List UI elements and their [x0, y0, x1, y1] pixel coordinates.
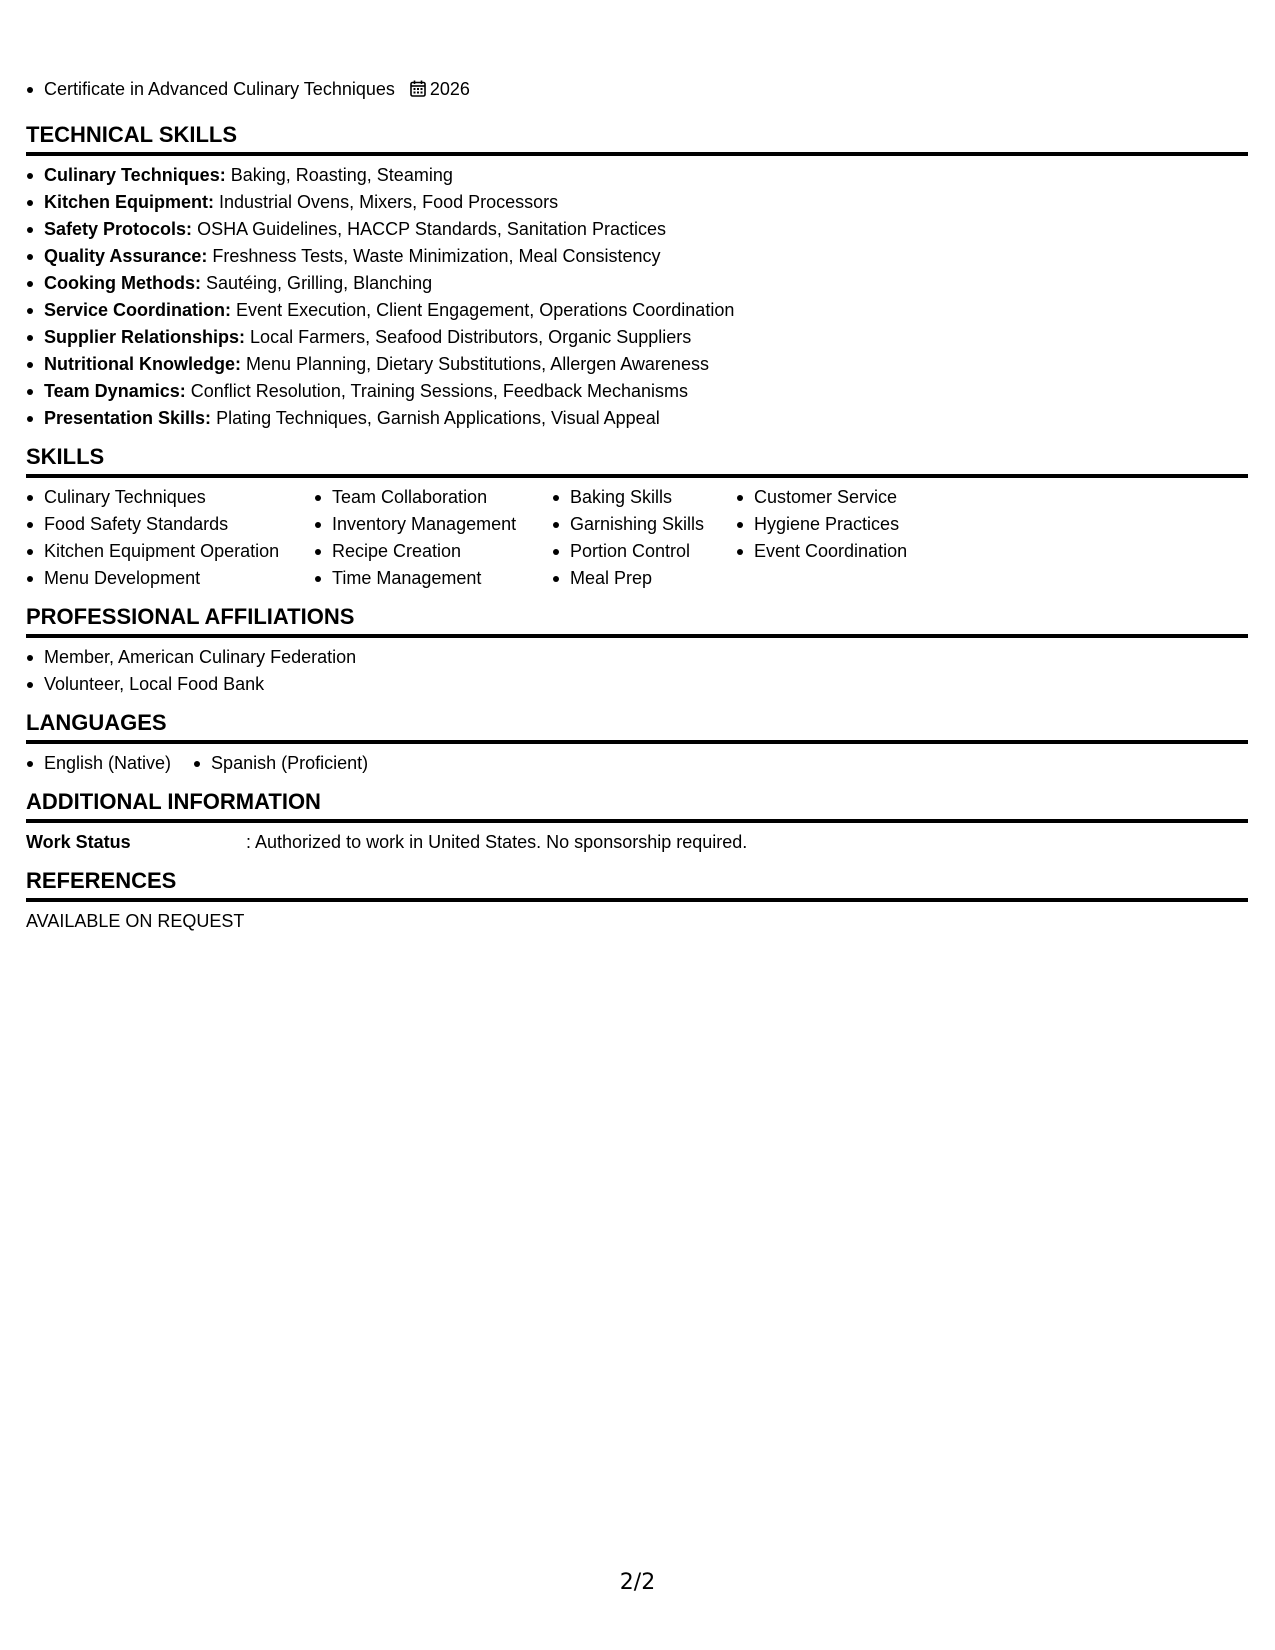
technical-skill-item — [26, 351, 1248, 378]
technical-skill-label: Team Dynamics: — [44, 381, 186, 401]
technical-skill-label: Kitchen Equipment: — [44, 192, 214, 212]
skills-column — [26, 484, 314, 592]
skill-item: Baking Skills — [552, 484, 736, 511]
page-number: 2/2 — [619, 1570, 656, 1595]
resume-page — [26, 76, 1248, 935]
skill-item: Hygiene Practices — [736, 511, 936, 538]
references-text: AVAILABLE ON REQUEST — [26, 911, 245, 931]
skill-item: Recipe Creation — [314, 538, 552, 565]
technical-skill-item — [26, 162, 1248, 189]
technical-skill-value: Event Execution, Client Engagement, Operations Coordination — [236, 300, 735, 320]
technical-skill-value: OSHA Guidelines, HACCP Standards, Sanitation Practices — [197, 219, 666, 239]
skill-item: Food Safety Standards — [26, 511, 314, 538]
technical-skill-value: Industrial Ovens, Mixers, Food Processors — [219, 192, 559, 212]
technical-skill-item — [26, 297, 1248, 324]
skills-grid — [26, 484, 1248, 592]
affiliation-item: Volunteer, Local Food Bank — [26, 671, 1248, 698]
technical-skill-item — [26, 405, 1248, 432]
language-item: Spanish (Proficient) — [193, 750, 368, 777]
skill-item: Menu Development — [26, 565, 314, 592]
technical-skill-value: Local Farmers, Seafood Distributors, Organic Suppliers — [250, 327, 692, 347]
technical-skill-item — [26, 243, 1248, 270]
technical-skills-list — [26, 162, 1248, 432]
technical-skill-value: Sautéing, Grilling, Blanching — [206, 273, 433, 293]
skill-item: Culinary Techniques — [26, 484, 314, 511]
technical-skill-item — [26, 378, 1248, 405]
language-item: English (Native) — [26, 750, 171, 777]
technical-skill-item — [26, 324, 1248, 351]
certification-year: 2026 — [429, 79, 470, 99]
skill-item: Portion Control — [552, 538, 736, 565]
technical-skill-label: Supplier Relationships: — [44, 327, 246, 347]
certification-date — [410, 76, 470, 103]
additional-information-heading: ADDITIONAL INFORMATION — [26, 777, 1248, 823]
technical-skill-label: Culinary Techniques: — [44, 165, 226, 185]
work-status-label: Work Status — [26, 832, 131, 852]
technical-skill-label: Service Coordination: — [44, 300, 232, 320]
technical-skill-label: Safety Protocols: — [44, 219, 193, 239]
calendar-icon — [410, 80, 426, 97]
work-status-value: : Authorized to work in United States. No sponsorship required. — [246, 832, 748, 852]
references-heading: REFERENCES — [26, 856, 1248, 902]
certification-list — [26, 76, 1248, 110]
languages-heading: LANGUAGES — [26, 698, 1248, 744]
technical-skill-label: Presentation Skills: — [44, 408, 212, 428]
affiliations-heading: PROFESSIONAL AFFILIATIONS — [26, 592, 1248, 638]
technical-skill-item — [26, 216, 1248, 243]
languages-list — [26, 750, 1248, 777]
skill-item: Time Management — [314, 565, 552, 592]
technical-skill-label: Quality Assurance: — [44, 246, 208, 266]
technical-skill-label: Nutritional Knowledge: — [44, 354, 241, 374]
skill-item: Team Collaboration — [314, 484, 552, 511]
technical-skill-value: Menu Planning, Dietary Substitutions, Allergen Awareness — [246, 354, 709, 374]
technical-skill-value: Freshness Tests, Waste Minimization, Meal Consistency — [212, 246, 661, 266]
work-status-row — [26, 829, 1248, 856]
skill-item: Kitchen Equipment Operation — [26, 538, 314, 565]
skill-item: Event Coordination — [736, 538, 936, 565]
technical-skills-heading: TECHNICAL SKILLS — [26, 110, 1248, 156]
skill-item: Garnishing Skills — [552, 511, 736, 538]
skills-column — [552, 484, 736, 592]
technical-skill-value: Conflict Resolution, Training Sessions, Feedback Mechanisms — [190, 381, 688, 401]
technical-skill-item — [26, 189, 1248, 216]
technical-skill-item — [26, 270, 1248, 297]
affiliations-list — [26, 644, 1248, 698]
technical-skill-label: Cooking Methods: — [44, 273, 201, 293]
skill-item: Meal Prep — [552, 565, 736, 592]
skills-column — [736, 484, 936, 592]
skill-item: Inventory Management — [314, 511, 552, 538]
technical-skill-value: Plating Techniques, Garnish Applications, Visual Appeal — [216, 408, 660, 428]
certification-item — [26, 76, 1248, 103]
skills-heading: SKILLS — [26, 432, 1248, 478]
technical-skill-value: Baking, Roasting, Steaming — [230, 165, 453, 185]
certification-title: Certificate in Advanced Culinary Techniques — [44, 79, 395, 99]
affiliation-item: Member, American Culinary Federation — [26, 644, 1248, 671]
skill-item: Customer Service — [736, 484, 936, 511]
skills-column — [314, 484, 552, 592]
